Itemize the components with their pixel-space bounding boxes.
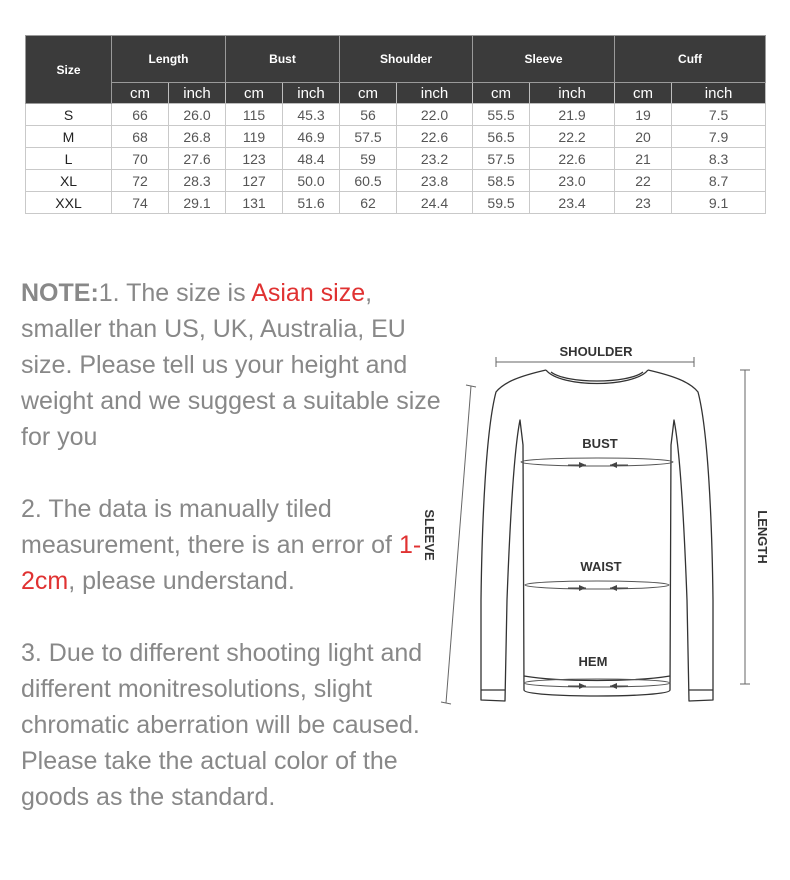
shoulder-label: SHOULDER — [559, 344, 633, 359]
table-cell: 58.5 — [473, 170, 530, 192]
note-1-text-start: 1. The size is — [98, 279, 252, 307]
table-row — [26, 170, 766, 192]
table-cell: 27.6 — [169, 148, 226, 170]
table-cell: 21 — [615, 148, 672, 170]
table-cell: 21.9 — [530, 104, 615, 126]
table-cell: 8.3 — [672, 148, 766, 170]
table-cell: 9.1 — [672, 192, 766, 214]
unit-cm-header: cm — [340, 83, 397, 104]
table-cell: 20 — [615, 126, 672, 148]
table-cell: 23.0 — [530, 170, 615, 192]
note-2-text-end: , please understand. — [68, 567, 295, 595]
unit-cm-header: cm — [226, 83, 283, 104]
note-2-text-start: 2. The data is manually tiled measurement, there is an error of — [21, 495, 399, 559]
table-cell: 59.5 — [473, 192, 530, 214]
table-cell: 28.3 — [169, 170, 226, 192]
table-cell: 48.4 — [283, 148, 340, 170]
table-cell: 23.4 — [530, 192, 615, 214]
table-cell: 115 — [226, 104, 283, 126]
table-cell: 51.6 — [283, 192, 340, 214]
table-cell: 55.5 — [473, 104, 530, 126]
table-row — [26, 126, 766, 148]
table-cell: 59 — [340, 148, 397, 170]
note-1 — [21, 275, 451, 455]
table-cell: 19 — [615, 104, 672, 126]
unit-cm-header: cm — [615, 83, 672, 104]
table-cell: 123 — [226, 148, 283, 170]
shoulder-header: Shoulder — [340, 36, 473, 83]
tshirt-outline-icon — [481, 370, 713, 701]
table-cell: 60.5 — [340, 170, 397, 192]
table-cell: 7.5 — [672, 104, 766, 126]
unit-inch-header: inch — [169, 83, 226, 104]
table-cell: 127 — [226, 170, 283, 192]
arrow-icons — [568, 465, 628, 686]
table-cell: 23.8 — [397, 170, 473, 192]
sleeve-dimension — [441, 385, 476, 704]
table-cell: 23 — [615, 192, 672, 214]
hem-label: HEM — [578, 654, 608, 669]
unit-inch-header: inch — [397, 83, 473, 104]
notes-section — [21, 275, 451, 851]
size-chart-table — [25, 35, 766, 214]
table-cell: 46.9 — [283, 126, 340, 148]
size-cell: XL — [26, 170, 112, 192]
table-cell: 66 — [112, 104, 169, 126]
table-cell: 26.0 — [169, 104, 226, 126]
waist-label: WAIST — [580, 559, 622, 574]
table-cell: 8.7 — [672, 170, 766, 192]
table-cell: 22.0 — [397, 104, 473, 126]
table-cell: 72 — [112, 170, 169, 192]
table-cell: 22 — [615, 170, 672, 192]
table-row — [26, 104, 766, 126]
table-cell: 22.6 — [397, 126, 473, 148]
size-cell: XXL — [26, 192, 112, 214]
note-label: NOTE: — [21, 279, 99, 307]
bust-measure-line — [521, 458, 673, 466]
table-row — [26, 148, 766, 170]
table-group-header-row — [26, 36, 766, 83]
table-cell: 74 — [112, 192, 169, 214]
table-cell: 50.0 — [283, 170, 340, 192]
note-3: 3. Due to different shooting light and different monitresolutions, slight chromatic aberration will be caused. Please take the actual color of the goods as the standard. — [21, 639, 423, 811]
table-cell: 57.5 — [473, 148, 530, 170]
table-units-row — [26, 83, 766, 104]
table-cell: 119 — [226, 126, 283, 148]
unit-cm-header: cm — [473, 83, 530, 104]
sleeve-header: Sleeve — [473, 36, 615, 83]
table-cell: 22.6 — [530, 148, 615, 170]
error-range-highlight: 1-2cm — [21, 531, 422, 595]
bust-header: Bust — [226, 36, 340, 83]
bust-label: BUST — [582, 436, 618, 451]
asian-size-highlight: Asian size — [251, 279, 366, 307]
size-cell: M — [26, 126, 112, 148]
size-cell: S — [26, 104, 112, 126]
table-row — [26, 192, 766, 214]
sleeve-label: SLEEVE — [422, 509, 437, 561]
note-1-text-end: , smaller than US, UK, Australia, EU size. Please tell us your height and weight and we suggest a suitable size for you — [21, 279, 441, 451]
table-cell: 70 — [112, 148, 169, 170]
table-cell: 131 — [226, 192, 283, 214]
table-cell: 68 — [112, 126, 169, 148]
table-cell: 62 — [340, 192, 397, 214]
unit-inch-header: inch — [672, 83, 766, 104]
waist-measure-line — [525, 581, 669, 589]
table-cell: 24.4 — [397, 192, 473, 214]
cuff-header: Cuff — [615, 36, 766, 83]
measurement-diagram — [415, 335, 785, 715]
unit-inch-header: inch — [283, 83, 340, 104]
length-label: LENGTH — [755, 510, 770, 564]
table-cell: 56.5 — [473, 126, 530, 148]
unit-inch-header: inch — [530, 83, 615, 104]
length-header: Length — [112, 36, 226, 83]
size-cell: L — [26, 148, 112, 170]
note-2 — [21, 491, 451, 599]
table-cell: 56 — [340, 104, 397, 126]
table-cell: 22.2 — [530, 126, 615, 148]
size-column-header: Size — [26, 36, 112, 104]
length-dimension — [740, 370, 750, 684]
table-cell: 29.1 — [169, 192, 226, 214]
table-cell: 7.9 — [672, 126, 766, 148]
unit-cm-header: cm — [112, 83, 169, 104]
table-cell: 45.3 — [283, 104, 340, 126]
table-cell: 23.2 — [397, 148, 473, 170]
table-cell: 26.8 — [169, 126, 226, 148]
table-cell: 57.5 — [340, 126, 397, 148]
